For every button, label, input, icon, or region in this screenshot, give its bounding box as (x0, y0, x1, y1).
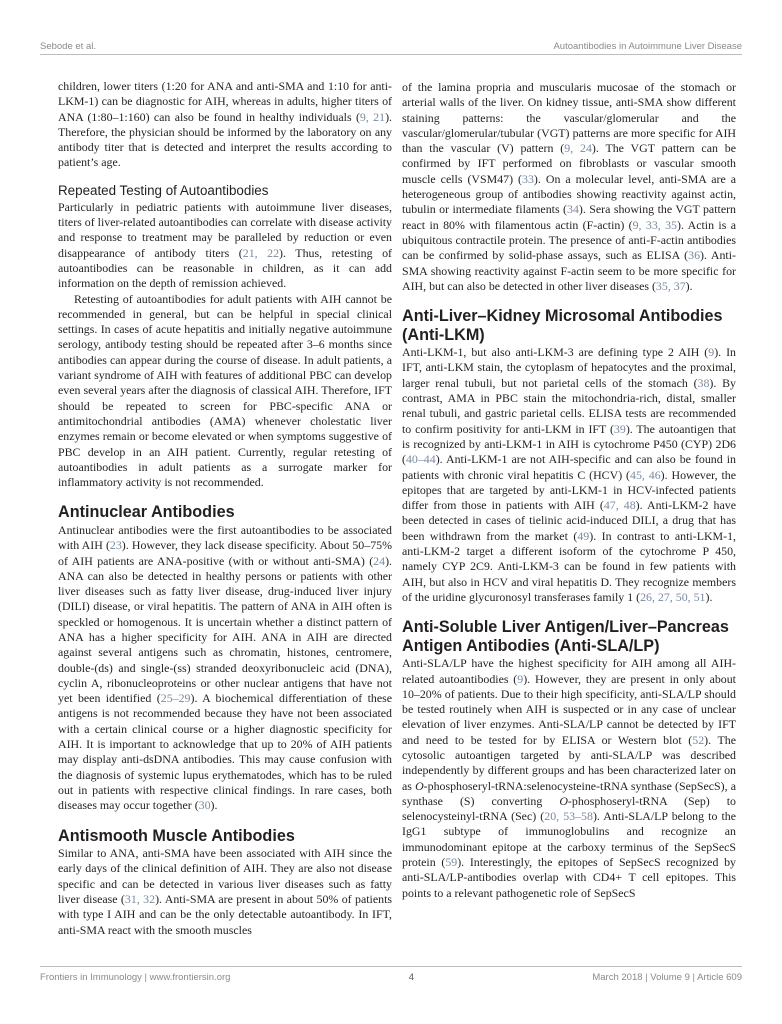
reference-link[interactable]: 20, 53–58 (544, 809, 593, 824)
antismooth-paragraph: Similar to ANA, anti-SMA have been associated with AIH since the early days of the clinical definition of AIH. They are also not disease specific and can be detected in various liver diseases such as fatty liver disease (31, 32). Anti-SMA are present in about 50% of patients with type I AIH and can be the only detectable autoantibody. In IFT, anti-SMA react with the smooth muscles (58, 846, 392, 937)
antinuclear-paragraph: Antinuclear antibodies were the first autoantibodies to be associated with AIH (23). However, they lack disease specificity. About 50–75% of AIH patients are ANA-positive (with or without anti-SMA) (24). ANA can also be detected in healthy persons or patients with other liver diseases such as fatty liver disease, drug-induced liver injury (DILI) disease, or viral hepatitis. The pattern of ANA in AIH often is speckled or homogenous. It is uncertain whether a distinct pattern of ANA has a higher specificity for AIH. ANA in AIH are directed against several antigens such as chromatin, histones, centromere, double-(ds) and single-(ss) stranded deoxyribonucleic acid (DNA), cyclin A, ribonucleoproteins or other nuclear antigens that have not yet been identified (25–29). A biochemical differentiation of these antigens is not recommended because they have not been associated with a certain clinical course or a higher diagnostic specificity for AIH. It is important to acknowledge that up to 20% of AIH patients may display anti-dsDNA antibodies. This may cause confusion with the diagnosis of systemic lupus erythematodes, which has to be ruled out in patients with respective clinical findings. In rare cases, both diseases may occur together (30). (58, 522, 392, 813)
reference-link[interactable]: 25–29 (160, 691, 191, 706)
repeated-testing-paragraph-1: Particularly in pediatric patients with autoimmune liver diseases, titers of liver-related autoantibodies can correlate with disease activity and response to treatment may be paralleled by reduction or even disappearance of antibody titers (21, 22). Thus, retesting of autoantibodies can be reasonable in children, as it can add information on the depth of remission achieved. (58, 199, 392, 291)
reference-link[interactable]: 23 (109, 538, 122, 553)
reference-link[interactable]: 30 (198, 798, 211, 813)
reference-link[interactable]: 31, 32 (124, 891, 156, 906)
author-label: Sebode et al. (40, 41, 96, 52)
left-column (58, 79, 392, 938)
header-divider (40, 54, 742, 55)
reference-link[interactable]: 33 (522, 171, 534, 186)
reference-link[interactable]: 45, 46 (630, 467, 661, 482)
section-heading-antismooth-muscle: Antismooth Muscle Antibodies (58, 826, 295, 845)
subsection-heading-repeated-testing: Repeated Testing of Autoantibodies (58, 182, 269, 198)
section-heading-anti-sla-lp: Anti-Soluble Liver Antigen/Liver–Pancreas Antigen Antibodies (Anti-SLA/LP) (402, 618, 729, 655)
page-number: 4 (408, 972, 415, 983)
anti-lkm-paragraph: Anti-LKM-1, but also anti-LKM-3 are defining type 2 AIH (9). In IFT, anti-LKM stain, the cytoplasm of hepatocytes and the proximal, larger renal tubuli, but not parietal cells of the stomach (38). By contrast, AMA in PBC stain the mitochondria-rich, distal, smaller renal tubuli, and gastric parietal cells. ELISA tests are recommended to confirm positivity for anti-LKM in IFT (39). The autoantigen that is recognized by anti-LKM-1 in AIH is cytochrome P450 (CYP) 2D6 (40–44). Anti-LKM-1 are not AIH-specific and can also be found in patients with chronic viral hepatitis C (HCV) (45, 46). However, the epitopes that are targeted by anti-LKM-1 in HCV-infected patients differ from those in patients with AIH (47, 48). Anti-LKM-2 have been detected in cases of tielinic acid-induced DILI, a drug that has been withdrawn from the market (49). In contrast to anti-LKM-1, anti-LKM-2 target a different isoform of the cytochrome P 450, namely CYP 2C9. Anti-LKM-3 can be found in few patients with AIH, but also in HCV and viral hepatitis D. They recognize members of the uridine glycuronosyl transferases family 1 (26, 27, 50, 51). (402, 345, 736, 604)
antismooth-continued-paragraph: of the lamina propria and muscularis mucosae of the stomach or arterial walls of the liver. On kidney tissue, anti-SMA show different staining patterns: the vascular/glomerular and the vascular/glomerular/tubular (VGT) patterns are more specific for AIH than the vascular (V) pattern (9, 24). The VGT pattern can be confirmed by IFT performed on fibroblasts or vascular smooth muscle cells (VSM47) (33). On a molecular level, anti-SMA are a heterogeneous group of antibodies showing reactivity against actin, tubulin or intermediate filaments (34). Sera showing the VGT pattern react in 80% with filamentous actin (F-actin) (9, 33, 35). Actin is a ubiquitous contractile protein. The presence of anti-F-actin antibodies can be confirmed by solid-phase assays, such as ELISA (36). Anti-SMA showing reactivity against F-actin seem to be more specific for AIH, but can also be detected in other liver diseases (35, 37). (402, 80, 736, 293)
right-column (402, 80, 736, 901)
reference-link[interactable]: 40–44 (405, 452, 436, 467)
reference-link[interactable]: 21, 22 (242, 245, 280, 260)
section-heading-anti-lkm: Anti-Liver–Kidney Microsomal Antibodies (Anti-LKM) (402, 307, 723, 344)
reference-link[interactable]: 9 (708, 345, 715, 360)
reference-link[interactable]: 36 (688, 248, 701, 263)
reference-link[interactable]: 39 (613, 421, 626, 436)
reference-link[interactable]: 9, 21 (359, 109, 386, 124)
section-heading-antinuclear: Antinuclear Antibodies (58, 503, 235, 522)
reference-link[interactable]: 47, 48 (603, 498, 636, 513)
reference-link[interactable]: 38 (697, 375, 710, 390)
reference-link[interactable]: 9, 24 (564, 141, 592, 156)
journal-label: Frontiers in Immunology | www.frontiersin.org (40, 972, 231, 983)
reference-link[interactable]: 52 (692, 732, 705, 747)
intro-paragraph: children, lower titers (1:20 for ANA and anti-SMA and 1:10 for anti-LKM-1) can be diagnostic for AIH, whereas in adults, higher titers of ANA (1:80–1:160) can also be found in healthy individuals (9, 21). Therefore, the physician should be informed by the laboratory on any antibody titer that is detected and interpret the results according to patient’s age. (58, 79, 393, 170)
issue-label: March 2018 | Volume 9 | Article 609 (592, 972, 742, 983)
repeated-testing-paragraph-2: Retesting of autoantibodies for adult patients with AIH cannot be recommended in general, but can be helpful in special clinical settings. In cases of acute hepatitis and initially negative autoimmune serology, antibody testing should be repeated after 3–6 months since antibodies can appear during the course of disease. In adult patients, a variant syndrome of AIH with features of additional PBC can develop even several years after the diagnosis of classical AIH. Therefore, IFT should be repeated to screen for PBC-specific ANA or antimitochondrial antibodies (AMA) whenever cholestatic liver enzymes remain or become elevated or when symptoms suggestive of PBC develop in an AIH patient. Currently, regular retesting of autoantibodies in adult patients as a surrogate marker for inflammatory activity is not recommended. (58, 291, 392, 490)
article-short-title: Autoantibodies in Autoimmune Liver Disease (553, 41, 742, 52)
reference-link[interactable]: 26, 27, 50, 51 (640, 589, 706, 604)
reference-link[interactable]: 34 (567, 202, 579, 217)
reference-link[interactable]: 59 (445, 855, 458, 870)
anti-sla-lp-paragraph: Anti-SLA/LP have the highest specificity for AIH among all AIH-related autoantibodies (9). However, they are present in only about 10–20% of patients. Due to their high specificity, anti-SLA/LP should be tested routinely when AIH is suspected or in any case of unclear elevation of liver enzymes. Anti-SLA/LP cannot be detected by IFT and need to be tested for by ELISA or Western blot (52). The cytosolic autoantigen targeted by anti-SLA/LP was described independently by different groups and has been characterized later on as O-phosphoseryl-tRNA:selenocysteine-tRNA synthase (SepSecS), a synthase (S) converting O-phosphoseryl-tRNA (Sep) to selenocysteinyl-tRNA (Sec) (20, 53–58). Anti-SLA/LP belong to the IgG1 subtype of immunoglobulins and recognize an immunodominant epitope at the carboxy terminus of the SepSecS protein (59). Interestingly, the epitopes of SepSecS recognized by anti-SLA/LP-antibodies overlap with CD4+ T cell epitopes. This points to a relevant pathogenetic role of SepSecS (402, 656, 737, 900)
reference-link[interactable]: 49 (577, 528, 590, 543)
running-header (40, 30, 742, 52)
running-footer (40, 972, 742, 983)
reference-link[interactable]: 9 (517, 671, 524, 686)
reference-link[interactable]: 35, 37 (655, 278, 686, 293)
footer-divider (40, 966, 742, 967)
reference-link[interactable]: 9, 33, 35 (632, 217, 677, 232)
reference-link[interactable]: 24 (373, 553, 386, 568)
